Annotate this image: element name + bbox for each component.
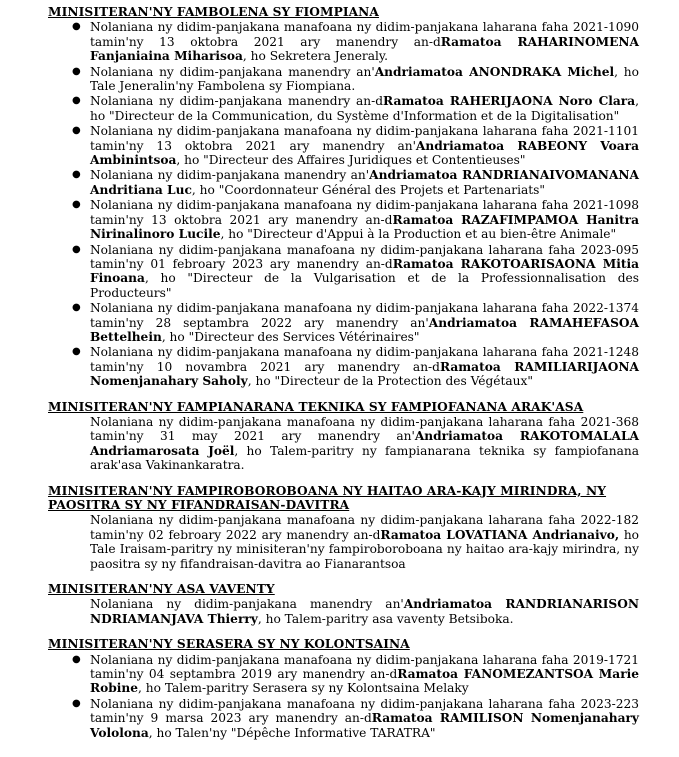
appointee-name: Andriamatoa RANDRIANAIVOMANANA Andritiana Luc <box>90 168 639 197</box>
bullet-icon: ● <box>72 199 81 211</box>
section-heading: MINISITERAN'NY FAMBOLENA SY FIOMPIANA <box>48 5 379 19</box>
item-text: , ho "Coordonnateur Général des Projets et Partenariats" <box>191 182 546 197</box>
section-ministry-communication-culture <box>48 637 639 740</box>
list-item <box>48 124 639 167</box>
section-heading: MINISITERAN'NY SERASERA SY NY KOLONTSAINA <box>48 637 410 652</box>
item-text: , ho Talem-paritry ny fampianarana teknika sy fampiofanana arak'asa Vakinankaratra. <box>90 443 639 473</box>
appointment-paragraph <box>48 597 639 626</box>
item-text: Nolaniana ny didim-panjakana manafoana ny didim-panjakana laharana faha 2021-1090 tamin'ny 13 oktobra 2021 ary manendry an-d <box>90 20 639 49</box>
item-text: Nolaniana ny didim-panjakana manafoana ny didim-panjakana laharana faha 2021-1098 tamin'ny 13 oktobra 2021 ary manendry an-d <box>90 198 639 227</box>
item-text: Nolaniana ny didim-panjakana manendry an' <box>90 597 404 612</box>
item-text: ho Tale Iraisam-paritry ny minisiteran'ny fampiroboroboana ny haitao ara-kajy mirindra, ny paositra sy ny fifandraisan-davitra ao Fianarantsoa <box>90 527 640 571</box>
appointee-name: Ramatoa LOVATIANA Andrianaivo, <box>380 527 620 542</box>
list-item <box>48 65 639 94</box>
bullet-icon: ● <box>72 346 81 358</box>
appointee-name: Ramatoa FANOMEZANTSOA Marie Robine <box>90 667 639 696</box>
appointee-name: Ramatoa RAMILISON Nomenjanahary Vololona <box>90 711 639 740</box>
list-item <box>48 243 639 301</box>
list-item <box>48 94 639 123</box>
list-item <box>48 20 639 63</box>
item-text: Nolaniana ny didim-panjakana manafoana ny didim-panjakana laharana faha 2021-1101 tamin'ny 13 oktobra 2021 ary manendry an' <box>90 124 639 153</box>
section-heading: MINISITERAN'NY ASA VAVENTY <box>48 582 275 597</box>
appointee-name: Ramatoa RAKOTOARISAONA Mitia Finoana <box>90 256 639 286</box>
appointment-paragraph <box>48 513 639 571</box>
appointee-name: Ramatoa RAHARINOMENA Fanjaniaina Miharisoa <box>90 34 640 64</box>
list-item <box>48 653 639 696</box>
appointment-paragraph <box>48 415 639 473</box>
item-text: , ho Talen'ny "Dépêche Informative TARATRA" <box>148 725 436 740</box>
bullet-icon: ● <box>72 653 81 665</box>
section-ministry-agriculture <box>48 5 639 389</box>
bullet-icon: ● <box>72 125 81 137</box>
list-item <box>48 198 639 241</box>
item-text: Nolaniana ny didim-panjakana manafoana ny didim-panjakana laharana faha 2023-223 tamin'ny 9 marsa 2023 ary manendry an-d <box>90 696 639 726</box>
item-text: Nolaniana ny didim-panjakana manafoana ny didim-panjakana laharana faha 2022-182 tamin'ny 02 febroary 2022 ary manendry an-d <box>90 513 639 542</box>
item-text: , ho "Directeur des Services Vétérinaires" <box>161 329 420 344</box>
appointee-name: Andriamatoa RAKOTOMALALA Andriamarosata Joël <box>90 429 639 458</box>
list-item <box>48 168 639 197</box>
bullet-icon: ● <box>72 169 81 181</box>
appointee-name: Ramatoa RAZAFIMPAMOA Hanitra Nirinalinoro Lucile <box>90 212 639 242</box>
section-ministry-digital-postal <box>48 484 639 571</box>
item-text: , ho "Directeur de la Vulgarisation et de la Professionnalisation des Producteurs" <box>90 271 639 300</box>
item-text: Nolaniana ny didim-panjakana manafoana ny didim-panjakana laharana faha 2021-368 tamin'ny 31 may 2021 ary manendry an' <box>90 414 639 444</box>
appointee-name: Ramatoa RAHERIJAONA Noro Clara <box>383 94 636 109</box>
list-item <box>48 301 639 344</box>
item-text: Nolaniana ny didim-panjakana manafoana ny didim-panjakana laharana faha 2023-095 tamin'ny 01 febroary 2023 ary manendry an-d <box>90 242 639 271</box>
item-text: , ho "Directeur des Affaires Juridiques et Contentieuses" <box>176 153 526 168</box>
item-text: , ho Talem-paritry Serasera sy ny Kolontsaina Melaky <box>138 681 469 696</box>
item-text: Nolaniana ny didim-panjakana manendry an' <box>90 64 375 79</box>
appointee-name: Andriamatoa ANONDRAKA Michel <box>374 64 615 79</box>
appointment-list <box>48 20 639 388</box>
item-text: , ho "Directeur de la Protection des Végétaux" <box>247 374 533 389</box>
item-text: Nolaniana ny didim-panjakana manendry an-d <box>90 94 384 109</box>
item-text: , ho Talem-paritry asa vaventy Betsiboka. <box>257 611 514 626</box>
item-text: Nolaniana ny didim-panjakana manafoana ny didim-panjakana laharana faha 2019-1721 tamin'ny 04 septambra 2019 ary manendry an-d <box>90 652 639 682</box>
item-text: , ho Sekretera Jeneraly. <box>242 49 389 64</box>
bullet-icon: ● <box>72 697 81 709</box>
bullet-icon: ● <box>72 302 81 314</box>
item-text: Nolaniana ny didim-panjakana manafoana ny didim-panjakana laharana faha 2022-1374 tamin'ny 28 septambra 2022 ary manendry an' <box>90 301 639 330</box>
appointee-name: Andriamatoa RAMAHEFASOA Bettelhein <box>90 315 639 344</box>
bullet-icon: ● <box>72 65 81 77</box>
bullet-icon: ● <box>72 95 81 107</box>
list-item <box>48 345 639 388</box>
appointee-name: Andriamatoa RANDRIANARISON NDRIAMANJAVA Thierry <box>90 597 639 626</box>
section-ministry-technical-education <box>48 400 639 473</box>
bullet-icon: ● <box>72 21 81 33</box>
appointee-name: Andriamatoa RABEONY Voara Ambinintsoa <box>90 138 639 168</box>
item-text: , ho Tale Jeneralin'ny Fambolena sy Fiompiana. <box>90 64 639 94</box>
section-heading: MINISITERAN'NY FAMPIROBOROBOANA NY HAITAO ARA-KAJY MIRINDRA, NY PAOSITRA SY NY FIFANDRAISAN-DAVITRA <box>48 483 607 512</box>
bullet-icon: ● <box>72 243 81 255</box>
item-text: , ho "Directeur d'Appui à la Production et au bien-être Animale" <box>220 227 617 242</box>
list-item <box>48 697 639 740</box>
item-text: Nolaniana ny didim-panjakana manendry an' <box>90 168 370 183</box>
item-text: , ho "Directeur de la Communication, du Système d'Information et de la Digitalisation" <box>90 94 639 123</box>
appointee-name: Ramatoa RAMILIARIJAONA Nomenjanahary Saholy <box>90 359 639 389</box>
appointment-list <box>48 653 639 740</box>
section-heading: MINISITERAN'NY FAMPIANARANA TEKNIKA SY FAMPIOFANANA ARAK'ASA <box>48 399 584 414</box>
section-ministry-public-works <box>48 582 639 626</box>
item-text: Nolaniana ny didim-panjakana manafoana ny didim-panjakana laharana faha 2021-1248 tamin'ny 10 novambra 2021 ary manendry an-d <box>90 345 639 374</box>
